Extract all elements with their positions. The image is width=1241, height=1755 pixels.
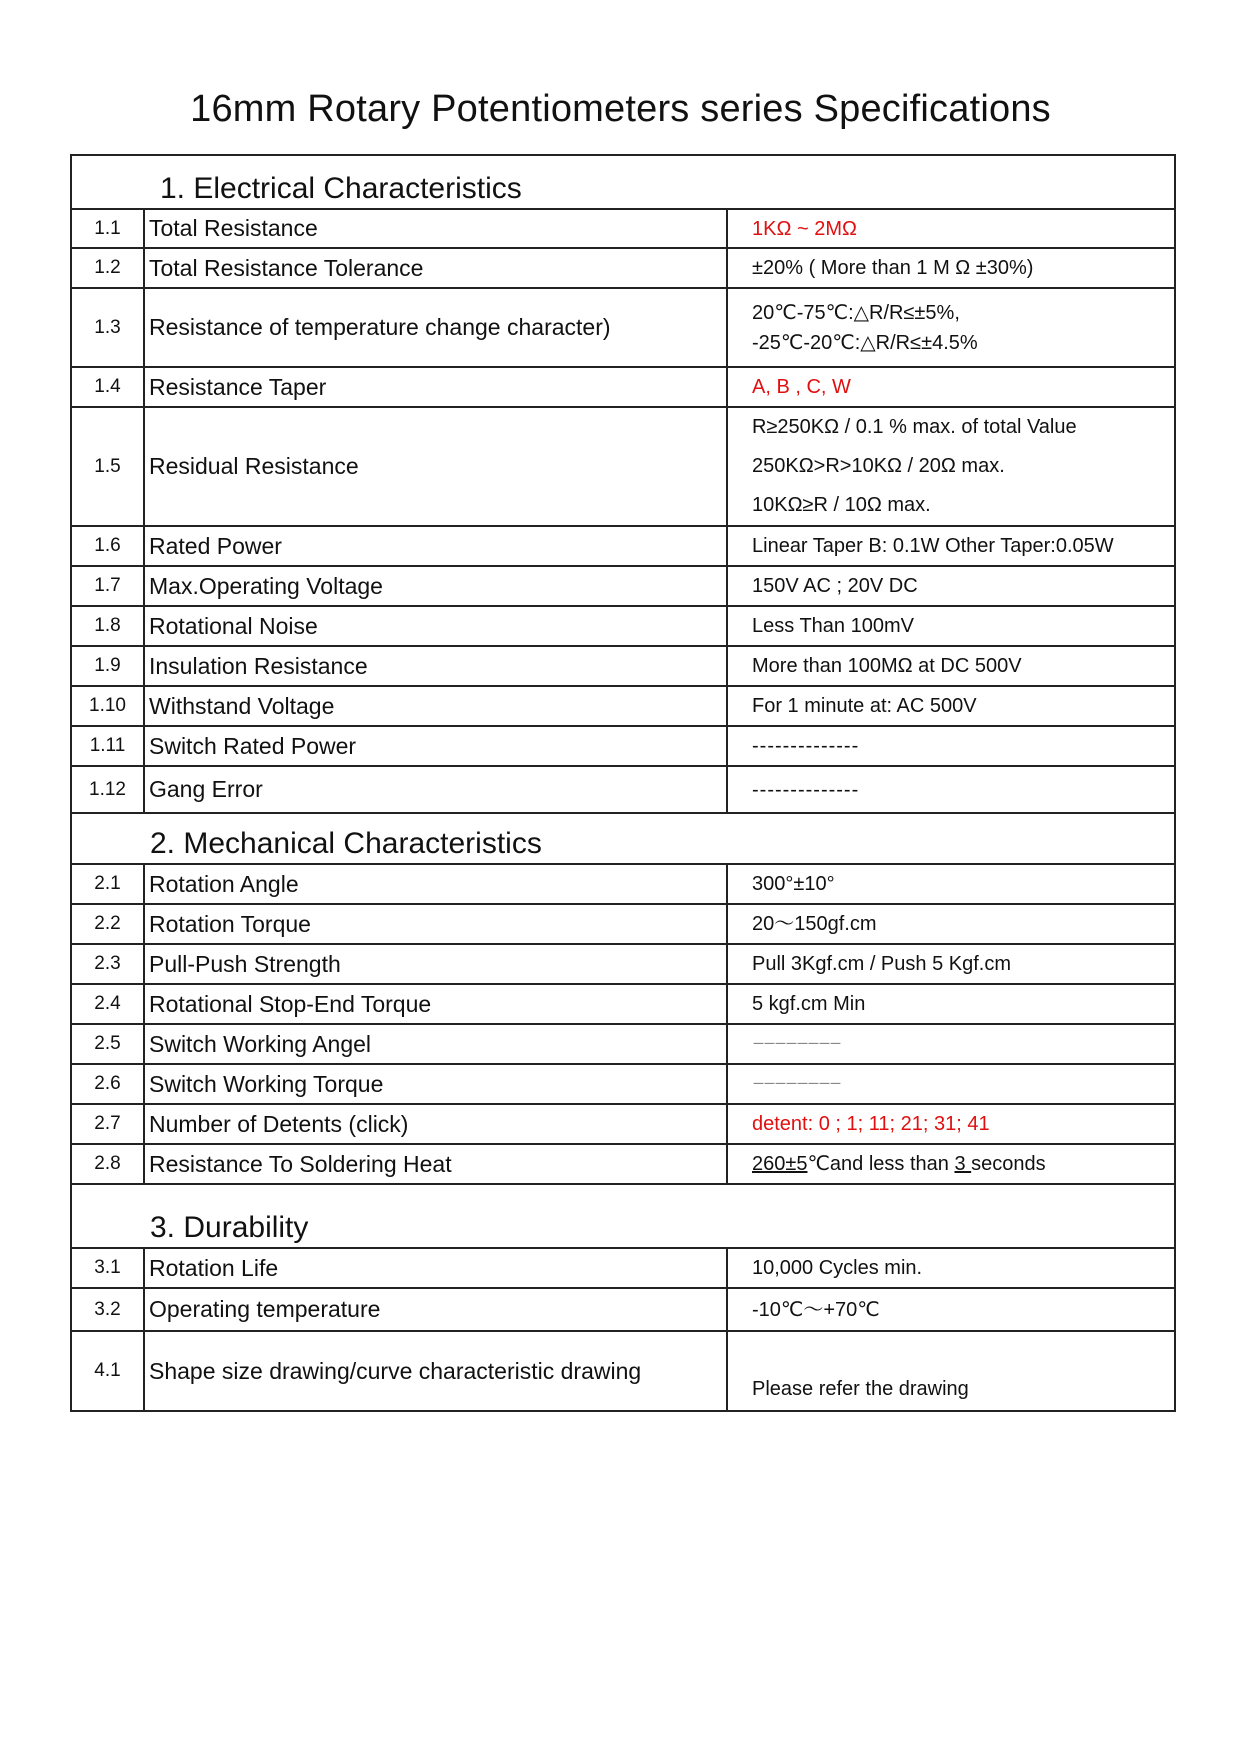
row-item: Pull-Push Strength xyxy=(144,944,727,984)
row-value xyxy=(727,1144,1175,1184)
table-row xyxy=(71,766,1175,813)
row-value: For 1 minute at: AC 500V xyxy=(727,686,1175,726)
row-value: detent: 0 ; 1; 11; 21; 31; 41 xyxy=(727,1104,1175,1144)
row-item: Total Resistance xyxy=(144,209,727,248)
table-row xyxy=(71,288,1175,367)
row-number: 1.9 xyxy=(71,646,144,686)
table-row xyxy=(71,1024,1175,1064)
row-item: Shape size drawing/curve characteristic drawing xyxy=(144,1331,727,1411)
page-title: 16mm Rotary Potentiometers series Specifications xyxy=(190,88,1051,130)
row-value: A, B , C, W xyxy=(727,367,1175,407)
row-item: Number of Detents (click) xyxy=(144,1104,727,1144)
row-item: Gang Error xyxy=(144,766,727,813)
row-number: 1.6 xyxy=(71,526,144,566)
row-item: Operating temperature xyxy=(144,1288,727,1331)
table-row xyxy=(71,686,1175,726)
row-item: Switch Rated Power xyxy=(144,726,727,766)
section-header-electrical xyxy=(71,155,1175,209)
row-number: 1.11 xyxy=(71,726,144,766)
row-value xyxy=(727,407,1175,526)
row-value: -------------- xyxy=(727,726,1175,766)
table-row xyxy=(71,864,1175,904)
row-number: 1.10 xyxy=(71,686,144,726)
row-item: Rotation Life xyxy=(144,1248,727,1288)
row-value: More than 100MΩ at DC 500V xyxy=(727,646,1175,686)
row-number: 2.5 xyxy=(71,1024,144,1064)
row-value: ±20% ( More than 1 M Ω ±30%) xyxy=(727,248,1175,288)
row-number: 1.2 xyxy=(71,248,144,288)
row-item: Max.Operating Voltage xyxy=(144,566,727,606)
row-item: Withstand Voltage xyxy=(144,686,727,726)
row-item: Rated Power xyxy=(144,526,727,566)
row-item: Resistance of temperature change character) xyxy=(144,288,727,367)
row-item: Rotation Torque xyxy=(144,904,727,944)
row-number: 2.3 xyxy=(71,944,144,984)
row-number: 1.5 xyxy=(71,407,144,526)
row-value: 20～150gf.cm xyxy=(727,904,1175,944)
row-number: 2.4 xyxy=(71,984,144,1024)
table-row xyxy=(71,248,1175,288)
row-value: 300°±10° xyxy=(727,864,1175,904)
row-value: 1KΩ ~ 2MΩ xyxy=(727,209,1175,248)
table-row xyxy=(71,209,1175,248)
row-number: 3.1 xyxy=(71,1248,144,1288)
row-value: Pull 3Kgf.cm / Push 5 Kgf.cm xyxy=(727,944,1175,984)
value-line: 10KΩ≥R / 10Ω max. xyxy=(752,494,931,516)
row-number: 1.4 xyxy=(71,367,144,407)
row-value: 150V AC ; 20V DC xyxy=(727,566,1175,606)
table-row xyxy=(71,526,1175,566)
row-number: 1.1 xyxy=(71,209,144,248)
value-line: R≥250KΩ / 0.1 % max. of total Value xyxy=(752,416,1077,438)
row-number: 1.3 xyxy=(71,288,144,367)
row-item: Rotation Angle xyxy=(144,864,727,904)
table-row xyxy=(71,726,1175,766)
table-row xyxy=(71,367,1175,407)
section-title: 2. Mechanical Characteristics xyxy=(150,827,542,860)
table-row xyxy=(71,1248,1175,1288)
table-row xyxy=(71,944,1175,984)
row-number: 1.12 xyxy=(71,766,144,813)
row-value: Linear Taper B: 0.1W Other Taper:0.05W xyxy=(727,526,1175,566)
row-number: 1.8 xyxy=(71,606,144,646)
row-item: Resistance Taper xyxy=(144,367,727,407)
row-item: Switch Working Torque xyxy=(144,1064,727,1104)
row-number: 1.7 xyxy=(71,566,144,606)
value-line: 250KΩ>R>10KΩ / 20Ω max. xyxy=(752,455,1005,477)
value-line: -25℃-20℃:△R/R≤±4.5% xyxy=(752,331,978,354)
row-number: 2.8 xyxy=(71,1144,144,1184)
table-row xyxy=(71,1104,1175,1144)
row-value: －－－－－－－－ xyxy=(727,1024,1175,1064)
row-value: 5 kgf.cm Min xyxy=(727,984,1175,1024)
row-item: Resistance To Soldering Heat xyxy=(144,1144,727,1184)
row-value xyxy=(727,288,1175,367)
row-item: Total Resistance Tolerance xyxy=(144,248,727,288)
row-number: 2.2 xyxy=(71,904,144,944)
section-header-mechanical xyxy=(71,813,1175,864)
row-item: Rotational Stop-End Torque xyxy=(144,984,727,1024)
row-number: 2.6 xyxy=(71,1064,144,1104)
row-item: Residual Resistance xyxy=(144,407,727,526)
row-value: -10℃～+70℃ xyxy=(727,1288,1175,1331)
row-item: Rotational Noise xyxy=(144,606,727,646)
section-title: 3. Durability xyxy=(150,1211,309,1244)
table-row xyxy=(71,1331,1175,1411)
row-item: Insulation Resistance xyxy=(144,646,727,686)
row-number: 4.1 xyxy=(71,1331,144,1411)
section-header-durability xyxy=(71,1184,1175,1248)
value-part: 3 xyxy=(954,1153,972,1175)
row-value: Less Than 100mV xyxy=(727,606,1175,646)
row-number: 2.7 xyxy=(71,1104,144,1144)
table-row xyxy=(71,904,1175,944)
table-row xyxy=(71,984,1175,1024)
table-row xyxy=(71,1288,1175,1331)
value-line: 20℃-75℃:△R/R≤±5%, xyxy=(752,301,960,324)
table-row xyxy=(71,407,1175,526)
row-value: -------------- xyxy=(727,766,1175,813)
row-value: －－－－－－－－ xyxy=(727,1064,1175,1104)
table-row xyxy=(71,606,1175,646)
table-row xyxy=(71,646,1175,686)
section-title: 1. Electrical Characteristics xyxy=(160,172,522,205)
value-part: seconds xyxy=(971,1153,1046,1175)
row-number: 2.1 xyxy=(71,864,144,904)
row-item: Switch Working Angel xyxy=(144,1024,727,1064)
value-part: 260±5 xyxy=(752,1153,808,1175)
value-part: ℃and less than xyxy=(807,1153,955,1175)
table-row xyxy=(71,1064,1175,1104)
spec-table xyxy=(70,154,1176,1412)
row-number: 3.2 xyxy=(71,1288,144,1331)
table-row xyxy=(71,566,1175,606)
row-value: 10,000 Cycles min. xyxy=(727,1248,1175,1288)
row-value: Please refer the drawing xyxy=(727,1331,1175,1411)
table-row xyxy=(71,1144,1175,1184)
